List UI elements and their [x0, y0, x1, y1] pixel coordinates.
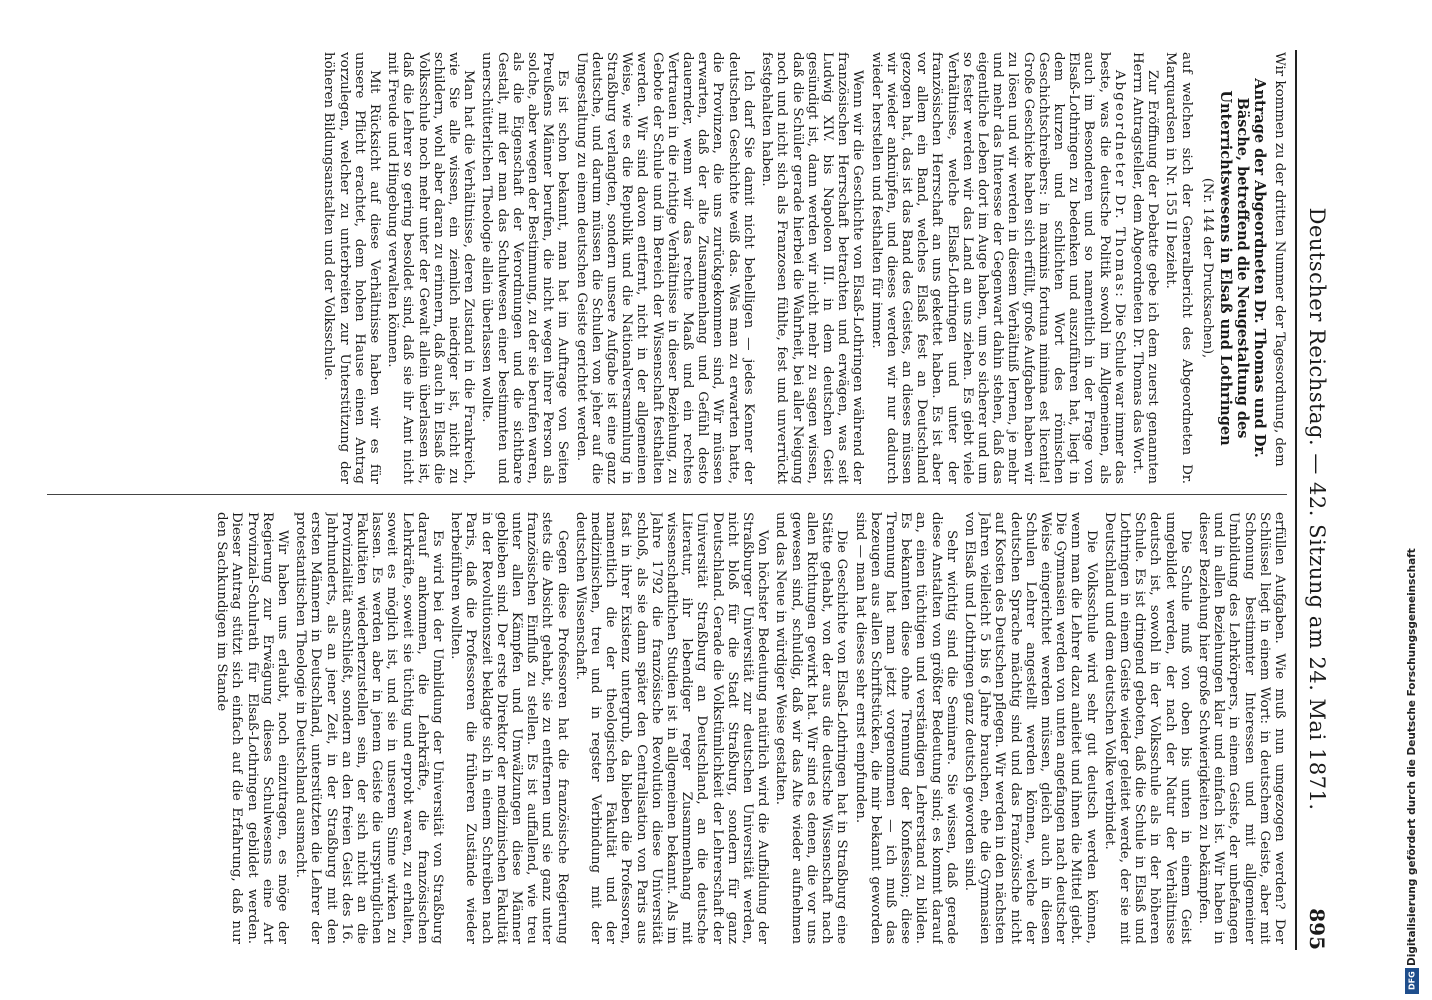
column-divider — [47, 494, 1287, 495]
dfg-logo: DFG — [1405, 968, 1419, 994]
paragraph: Die Schule muß von oben bis unten in einem Geist umgebildet werden, der nach der Natur der Verhältnisse deutsch ist, sowohl in der Volksschule als in der höheren Schule. Es ist dringend geboten, daß die Schule in Elsaß und Lothringen in einem Geiste wieder geleitet werde, der sie mit Deutschland und dem deutschen Volke verbindet. — [1101, 512, 1193, 944]
paragraph: Die Schule war immer das beste, was die deutsche Politik sowohl im Allgemeinen, als auch im Besonderen und so namentlich in der Frage von Elsaß-Lothringen zu bedenken und auszuführen hat, liegt in dem kurzen und schlichten Wort des römischen Geschichtschreibers: in maximis fortuna minima est licentia! Große Geschicke haben sich erfüllt, große Aufgaben haben wir zu lösen und wir werden in diesem Verhältniß lernen, je mehr und mehr das Interesse der Gegenwart dahin stehen, daß das eigentliche Leben dort im Auge haben, um so sicherer und um so fester werden wir das Land an uns ziehen. Es giebt viele Verhältnisse, welche Elsaß-Lothringen und unter der französischen Herrschaft an uns gekettet haben. Es ist aber vor allem ein Band, welches Elsaß fest an Deutschland gezogen hat, das ist das Band des Geistes, an dieses müssen wir wieder anknüpfen, und dieses werden wir nur dadurch wieder herstellen und festhalten für immer. — [868, 52, 1127, 484]
speaker-name: Abgeordneter Dr. Thomas: — [1111, 70, 1127, 299]
intro-text: Wir kommen zu der dritten Nummer der Tagesordnung, dem — [1272, 52, 1287, 467]
digitization-note: Digitalisierung gefördert durch die Deutsche Forschungsgemeinschaft — [1406, 548, 1418, 966]
paragraph: Mit Rücksicht auf diese Verhältnisse haben wir es für unsere Pflicht erachtet, dem hohen Hause einen Antrag vorzulegen, welcher zu unterbreiten zur Unterstützung der höheren Bildungsanstalten und der Volksschule. — [321, 52, 383, 484]
paragraph: Zur Eröffnung der Debatte gebe ich dem zuerst genannten Herrn Antragsteller, dem Abgeordneten Dr. Thomas das Wort. — [1129, 52, 1161, 484]
paragraph: Sehr wichtig sind die Seminare. Sie wissen, daß gerade diese Anstalten von größter Bedeutung sind; es kommt darauf an, einen tüchtigen und verständigen Lehrerstand zu bilden. Es bekannten diese ohne Trennung der Konfession; diese Trennung hat man jetzt vorgenommen — ich muß das bezeugen aus allen Schriftstücken, die mir bekannt geworden sind — man hat dieses sehr ernst empfunden. — [852, 512, 959, 944]
paragraph: Die Volksschule wird sehr gut deutsch werden können, wenn man die Lehrer dazu anleitet und ihnen die Mittel giebt. Die Gymnasien werden von unten angefangen nach deutscher Weise eingerichtet werden müssen, gleich auch in diesen Schulen Lehrer angestellt werden können, welche der deutschen Sprache mächtig sind und das Französische nicht auf Kosten des Deutschen pflegen. Wir werden in den nächsten Jahren vielleicht 5 bis 6 Jahre brauchen, ehe die Gymnasien von Elsaß und Lothringen ganz deutsch geworden sind. — [961, 512, 1099, 944]
right-column — [42, 512, 1287, 944]
page-header — [1295, 50, 1337, 950]
paragraph: Gegen diese Professoren hat die französische Regierung stets die Absicht gehabt, sie zu entfernen und sie ganz unter französischen Einfluß zu stellen. Es ist auffallend, wie treu unter allen Kämpfen und Umwälzungen diese Männer geblieben sind. Der erste Direktor der medizinischen Fakultät in der Revolutionszeit beklagte sich in einem Schreiben nach Paris, daß die Professoren die früheren Zustände wieder herbeiführen wollten. — [448, 512, 570, 944]
paragraph: erfüllen Aufgaben. Wie muß nun umgezogen werden? Der Schlüssel liegt in einem Wort: in deutschem Geiste, aber mit Schonung bestimmter Interessen und mit allgemeiner Umbildung des Lehrkörpers, in einem Geiste, der unbefangen und in allen Beziehungen klar und einfach ist. Wir haben in dieser Beziehung hier große Schwierigkeiten zu bekämpfen. — [1195, 512, 1287, 944]
paragraph: Es ist schon bekannt, man hat im Auftrage von Seiten Preußens Männer berufen, die nicht wegen ihrer Person als solche, aber wegen der Bestimmung, zu der sie berufen waren, als die Eigenschaft der Verordnungen und die sichtbare Gestalt, mit der man das Schulwesen einer bestimmten und unerschütterlichen Theologie allein überlassen wollte. — [479, 52, 571, 484]
motion-subtitle: (Nr. 144 der Drucksachen), — [1199, 177, 1215, 359]
paragraph: Wir haben uns erlaubt, noch einzutragen, es möge der Regierung zur Erwägung dieses Schulwesens eine Art Provinzial-Schulrath für Elsaß-Lothringen gebildet werden. Dieser Antrag stützt sich einfach auf die Erfahrung, daß nur den Sachkundigen im Stande — [214, 512, 290, 944]
paragraph: auf welchen sich der Generalbericht des Abgeordneten Dr. Marquardsen in Nr. 155 II bezieht. — [1163, 52, 1194, 484]
header-title: Deutscher Reichstag. — 42. Sitzung am 24. Mai 1871. — [1305, 207, 1329, 811]
paragraph: Man hat die Verhältnisse, deren Zustand in die Frankreich, wie Sie alle wissen, ein ziemlich niedriger ist, nicht zu schildern, wohl aber daran zu erinnern, daß auch in Elsaß die Volksschule noch mehr unter der Gewalt allein überlassen ist, daß die Lehrer so gering besoldet sind, daß sie ihr Amt nicht mit Freude und Hingebung verwalten können. — [385, 52, 477, 484]
paragraph: Es wird bei der Umbildung der Universität von Straßburg darauf ankommen, die Lehrkräfte, die französischen Lehrkräfte, soweit sie tüchtig und erprobt waren, zu erhalten, soweit es möglich ist, und sie in unserem Sinne wirken zu lassen. Es werden aber in jenem Geiste die ursprünglichen Fakultäten wiederherzustellen sein, der sich nicht an die Provinzialität anschließt, sondern an den freien Geist des 16. Jahrhunderts, als an jener Zeit, in der Straßburg mit den ersten Männern in Deutschland, unterstützten die Lehrer der protestantischen Theologie in Deutschland ausmacht. — [293, 512, 446, 944]
left-column — [42, 52, 1287, 484]
page-number: 895 — [1305, 908, 1329, 950]
motion-title: Antrage der Abgeordneten Dr. Thomas und Dr. Bäsche, betreffend die Neugestaltung des Unterrichtswesens in Elsaß und Lothringen — [1216, 78, 1268, 458]
paragraph: Ich darf Sie damit nicht behelligen — jedes Kenner der deutschen Geschichte weiß das. Was man zu erwarten hatte, die Provinzen, die uns zurückgekommen sind, Wir müssen erwarten, daß der alte Zusammenhang und Gefühl desto dauernder, wenn wir das rechte Maaß und ein rechtes Vertrauen in die richtige Verhältnisse in dieser Beziehung, zu Gebote der Schule und im Bereich der Wissenschaft festhalten werden. Wir sind davon entfernt, nicht in der allgemeinen Weise, wie es die Republik und die Nationalversammlung in Straßburg verlangten, sondern unsere Aufgabe ist eine ganz deutsche, und darum müssen die Schulen von jeher auf die Umgestaltung zu einem deutschen Geiste gerichtet werden. — [573, 52, 756, 484]
paragraph: Von höchster Bedeutung natürlich wird die Aufbildung der Straßburger Universität zur deutschen Universität werden, nicht bloß für die Stadt Straßburg, sondern für ganz Deutschland. Gerade die Volkstümlichkeit der Lehrerschaft der Universität Straßburg an Deutschland, an die deutsche Literatur, ihr lebendiger reger Zusammenhang mit wissenschaftlichen Studien ist in allgemeinen bekannt. Als im Jahre 1792 die französische Revolution diese Universität schloß, als sie dann später den Centralisation von Paris aus fast in ihrer Existenz untergrub, da blieben die Professoren, namentlich die der theologischen Fakultät und der medizinischen, treu und in regster Verbindung mit der deutschen Wissenschaft. — [572, 512, 771, 944]
paragraph: Wenn wir die Geschichte von Elsaß-Lothringen während der französischen Herrschaft betrachten und erwägen, was seit Ludwig XIV. bis Napoleon III. in dem deutschen Geist gesündigt ist, dann werden wir nicht mehr zu sagen wissen, daß die Schüler gerade hierbei die Wahrheit, bei aller Neigung noch und nicht sich als Franzosen fühlte, fest und unverrückt festgehalten haben. — [759, 52, 866, 484]
paragraph: Die Geschichte von Elsaß-Lothringen hat in Straßburg eine Stätte gehabt, von der aus die deutsche Wissenschaft nach allen Richtungen gewirkt hat. Wir sind es denen, die vor uns gewesen sind, schuldig, daß wir das Alte wieder aufnehmen und das Neue in würdiger Weise gestalten. — [773, 512, 850, 944]
